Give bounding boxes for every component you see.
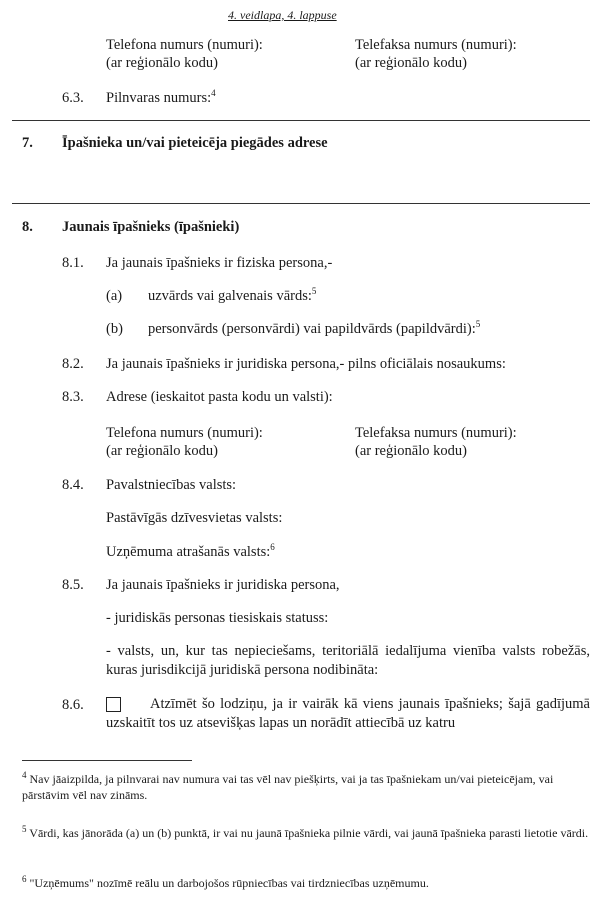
item-b-label: (b)	[106, 321, 123, 337]
fax-sublabel: (ar reģionālo kodu)	[355, 55, 467, 71]
item-number-8-4: 8.4.	[62, 477, 84, 493]
section-8-number: 8.	[22, 219, 33, 235]
footnote-ref-4: 4	[211, 88, 216, 99]
item-number-6-3: 6.3.	[62, 90, 84, 106]
section-7-title: Īpašnieka un/vai pieteicēja piegādes adrese	[62, 135, 328, 151]
page-header: 4. veidlapa, 4. lappuse	[228, 8, 337, 22]
footnote-ref-6: 6	[270, 542, 275, 553]
natural-person-label: Ja jaunais īpašnieks ir fiziska persona,-	[106, 255, 333, 271]
establishment-label: Uzņēmuma atrašanās valsts:$^6$	[106, 542, 275, 560]
phone-label: Telefona numurs (numuri):	[106, 425, 263, 441]
phone-sublabel: (ar reģionālo kodu)	[106, 55, 218, 71]
item-number-8-2: 8.2.	[62, 356, 84, 372]
surname-label: uzvārds vai galvenais vārds:$^5$	[148, 286, 317, 304]
section-8-title: Jaunais īpašnieks (īpašnieki)	[62, 219, 240, 235]
nationality-label: Pavalstniecības valsts:	[106, 477, 237, 493]
address-label: Adrese (ieskaitot pasta kodu un valsti):	[106, 389, 333, 405]
multiple-owners-label: Atzīmēt šo lodziņu, ja ir vairāk kā viens jaunais īpašnieks; šajā gadījumā uzskaitīt tos uz atsevišķas lapas un norādīt attiecībā uz katru	[106, 696, 590, 731]
power-of-attorney-label: Pilnvaras numurs:$^4$	[106, 88, 216, 106]
item-number-8-3: 8.3.	[62, 389, 84, 405]
legal-status-label: - juridiskās personas tiesiskais statuss:	[106, 610, 329, 626]
legal-person-label: Ja jaunais īpašnieks ir juridiska persona,	[106, 577, 340, 593]
item-number-8-1: 8.1.	[62, 255, 84, 271]
phone-label: Telefona numurs (numuri):	[106, 37, 263, 53]
item-a-label: (a)	[106, 288, 123, 304]
fax-sublabel: (ar reģionālo kodu)	[355, 443, 467, 459]
item-number-8-5: 8.5.	[62, 577, 84, 593]
footnote-ref-5: 5	[311, 286, 317, 297]
footnote-separator	[22, 760, 192, 761]
section-divider	[12, 203, 590, 204]
section-7-number: 7.	[22, 135, 33, 151]
residence-label: Pastāvīgās dzīvesvietas valsts:	[106, 510, 283, 526]
footnote-ref-5: 5	[475, 319, 481, 330]
item-number-8-6: 8.6.	[62, 697, 84, 713]
footnote-4: $^4$ Nav jāaizpilda, ja pilnvarai nav numura vai tas vēl nav piešķirts, vai ja tas īpašniekam un/vai pieteicējam, vai pārstāvim vēl nav zināms.	[22, 770, 554, 802]
legal-name-label: Ja jaunais īpašnieks ir juridiska persona,- pilns oficiālais nosaukums:	[106, 356, 506, 372]
fax-label: Telefaksa numurs (numuri):	[355, 425, 517, 441]
fax-label: Telefaksa numurs (numuri):	[355, 37, 517, 53]
phone-sublabel: (ar reģionālo kodu)	[106, 443, 218, 459]
given-names-label: personvārds (personvārdi) vai papildvārds (papildvārdi):$^5$	[148, 319, 481, 337]
section-divider	[12, 120, 590, 121]
footnote-6: $^6$ "Uzņēmums" nozīmē reālu un darbojošos rūpniecības vai tirdzniecības uzņēmumu.	[22, 874, 429, 890]
jurisdiction-label: - valsts, un, kur tas nepieciešams, teritoriālā iedalījuma vienība valsts robežās, kuras jurisdikcijā juridiskā persona nodibināta:	[106, 643, 590, 678]
footnote-5: $^5$ Vārdi, kas jānorāda (a) un (b) punktā, ir vai nu jaunā īpašnieka pilnie vārdi, vai jaunā īpašnieka parasti lietotie vārdi.	[22, 824, 589, 840]
